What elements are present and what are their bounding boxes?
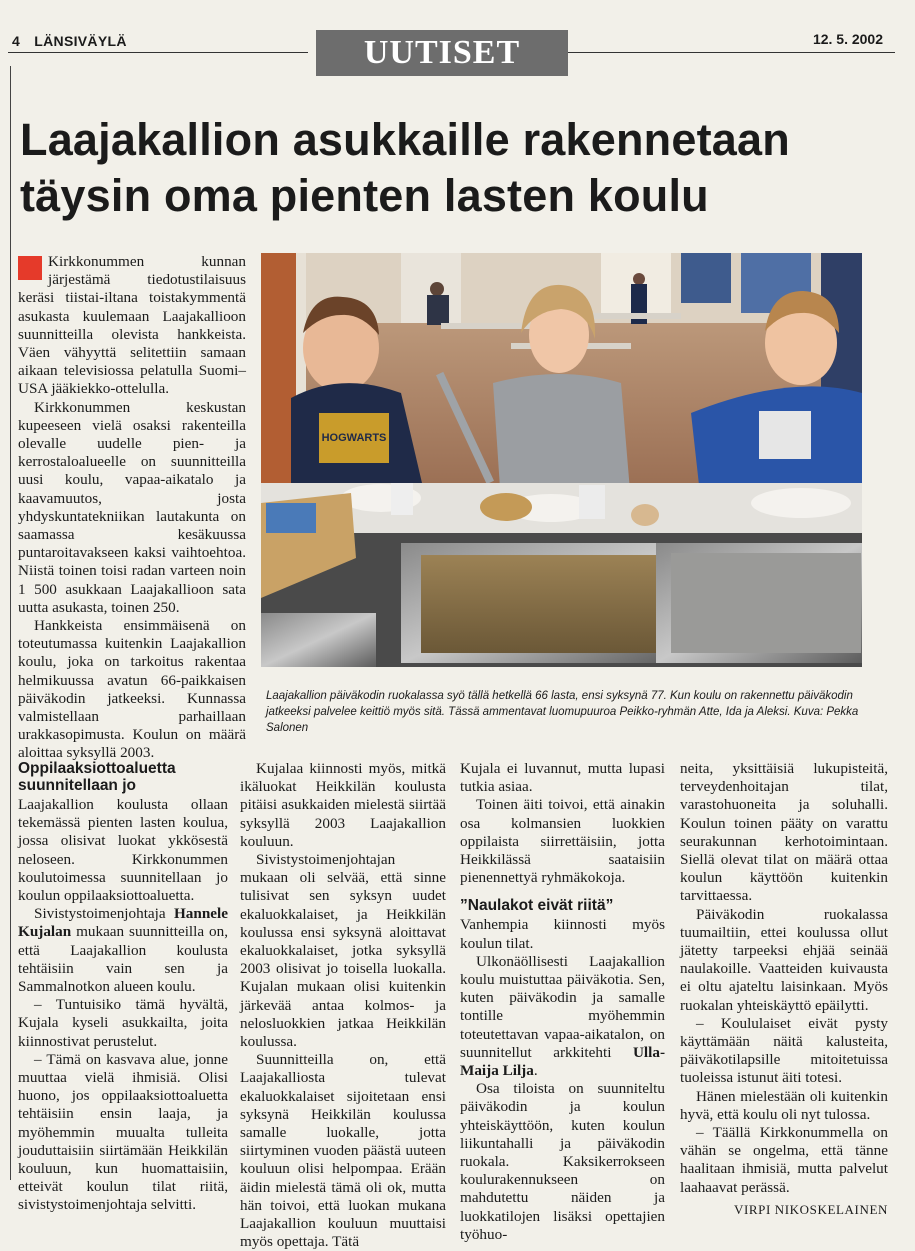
left-margin-rule <box>10 66 11 1180</box>
article-column-2 <box>240 760 446 1251</box>
author-byline: VIRPI NIKOSKELAINEN <box>733 1201 888 1217</box>
col3-paragraph-3: Vanhempia kiinnosti myös koulun tilat. <box>460 916 665 952</box>
header-rule-right <box>568 52 895 53</box>
news-photo <box>261 253 862 667</box>
issue-date: 12. 5. 2002 <box>812 31 883 47</box>
lead-paragraph-1: Kirkkonummen kunnan järjestämä tiedotustilaisuus keräsi tiistai-iltana toistakymmentä asukasta kuulemaan Laajakallioon suunnitteilla olevista hankkeista. Väen vähyyttä selitettiin samaan aikaan televisiossa pelatulla Suomi–USA jääkiekko-ottelulla. <box>18 253 246 398</box>
section-label: UUTISET <box>316 30 568 76</box>
subheading-oppilaaksiottoalue: Oppilaaksiottoaluetta suunnitellaan jo <box>18 760 176 794</box>
page-number: 4 <box>12 33 21 49</box>
header-rule-left <box>8 52 308 53</box>
col3-paragraph-5: Osa tiloista on suunniteltu päiväkodin ja koulun yhteiskäyttöön, kuten koulun liikuntahalli ja päiväkodin ruokala. Kaksikerrokseen koulurakennukseen on mahdutettu näiden ja luokkatilojen lisäksi opettajien työhuo- <box>460 1080 665 1243</box>
person-name-lilja: Ulla-Maija Lilja <box>460 1043 665 1080</box>
col3-paragraph-2: Toinen äiti toivoi, että ainakin osa kolmansien luokkien oppilaista siirrettäisiin, jotta Heikkilässä saataisiin pienennettyä ryhmäkokoja. <box>460 796 665 887</box>
col3-p4-start: Ulkonäöllisesti Laajakallion koulu muistuttaa päiväkotia. Sen, kuten päiväkodin ja samalle tontille myöhemmin toteutettavan vapaa-aikatalon, on suunnitellut arkkitehti <box>460 952 665 1061</box>
col4-paragraph-3: – Koululaiset eivät pysty käyttämään näitä kalusteita, päiväkotilapsille mitoitetuissa tuoleissa istunut äiti totesi. <box>680 1014 888 1087</box>
article-column-1 <box>18 760 228 1215</box>
header-left <box>12 33 137 49</box>
col4-paragraph-1: neita, yksittäisiä lukupisteitä, terveydenhoitajan tilat, varastohuoneita ja soluhalli. Koulun toinen pääty on varattu seurakunnan kerhotoimintaan. Siellä olevat tilat on määrä ottaa koulun käyttöön kuitenkin tarvittaessa. <box>680 760 888 905</box>
col1-paragraph-3: – Tuntuisiko tämä hyvältä, Kujala kyseli asukkailta, joita kiinnostivat perustelut. <box>18 996 228 1050</box>
caption-text: Laajakallion päiväkodin ruokalassa syö tällä hetkellä 66 lasta, ensi syksynä 77. Kun koulu on rakennettu päiväkodin jatkeeksi palvelee keittiö myös sitä. Tässä ammentavat luomupuuroa Peikko-ryhmän Atte, Ida ja Aleksi. <box>266 690 853 718</box>
col1-paragraph-4: – Tämä on kasvava alue, jonne muuttaa vielä ihmisiä. Olisi huono, jos oppilaaksiottoaluetta tehtäisiin ensin laaja, ja myöhemmin muualta tulleita jouduttaisiin siirtämään Heikkilän kouluun, kun huomattaisiin, etteivät koulun tilat riitä, sivistystoimenjohtaja selvitti. <box>18 1050 228 1214</box>
col3-p4-end: . <box>533 1062 538 1080</box>
col1-p2-end: mukaan suunnitteilla on, että Laajakallion koulusta tehtäisiin vain sen ja Sammalnotkon alueen koulu. <box>18 923 228 996</box>
article-column-3 <box>460 760 665 1244</box>
col2-paragraph-2: Sivistystoimenjohtajan mukaan oli selvää, että sinne tulisivat sen syksyn uudet ekaluokkalaiset, ja Heikkilän koulussa ensi syksynä aloittavat ekaluokkalaiset, jotka syksyllä 2003 olisivat jo toisella luokalla. Kujalan mukaan olisi kuitenkin järkevää antaa kolmos- ja nelosluokkien jatkaa Heikkilän koulussa. <box>240 851 446 1051</box>
photo-caption <box>266 688 872 736</box>
article-column-4 <box>680 760 888 1219</box>
lead-paragraph-2: Kirkkonummen keskustan kupeeseen vielä osaksi rakenteilla olevalle uudelle pien- ja kerrostaloalueelle on suunnitteilla uusi koulu, vapaa-aikatalo ja kaavamuutos, josta yhdyskuntatekniikan lautakunta on saamassa kesäkuussa puntaroitavakseen kaksi vaihtoehtoa. Niistä toinen toisi radan varteen noin 1 500 asukkaan Laajakallioon sata uutta asukasta, toinen 250. <box>18 398 246 616</box>
col1-paragraph-1: Laajakallion koulusta ollaan tekemässä pienten lasten koulua, jossa olisivat luokat ykkösestä neloseen. Kirkkonummen koulutoimessa suunnitellaan jo koulun oppilaaksiottoaluetta. <box>18 796 228 905</box>
col4-paragraph-4: Hänen mielestään oli kuitenkin hyvä, että koulu oli nyt tulossa. <box>680 1087 888 1123</box>
col2-paragraph-3: Suunnitteilla on, että Laajakalliosta tulevat ekaluokkalaiset sijoitetaan ensi syksynä Heikkilän koulussa samalle luokalle, jotta siirtyminen vuoden päästä uuteen kouluun olisi helpompaa. Erään äidin mielestä tämä oli ok, mutta hän toivoi, että luokan mukana Laajakallion kouluun muuttaisi myös opettaja. Tätä <box>240 1051 446 1251</box>
col4-paragraph-2: Päiväkodin ruokalassa tuumailtiin, ettei koulussa ollut jätetty tarpeeksi ehjää seinää naulakoille. Vaatteiden kuivausta ei oltu ajateltu laisinkaan. Myös ruokalan yhteiskäyttö epäilytti. <box>680 905 888 1014</box>
photo-credit: Kuva: Pekka Salonen <box>266 706 859 734</box>
col4-paragraph-5: – Täällä Kirkkonummella on vähän se ongelma, että tänne haalitaan ihmisiä, mutta palvelut laahaavat perässä. <box>680 1124 888 1196</box>
col1-p2-start: Sivistystoimenjohtaja <box>34 905 174 923</box>
lead-paragraph-3: Hankkeista ensimmäisenä on toteutumassa kuitenkin Laajakallion koulu, joka on tarkoitus rakentaa helmikuussa avatun 66-paikkaisen päiväkodin jatkeeksi. Kunnassa valmistellaan parhaillaan urakkasopimusta. Koulun on määrä aloittaa syksyllä 2003. <box>18 617 246 762</box>
sweatshirt-print: HOGWARTS <box>321 432 387 444</box>
red-square-marker <box>18 256 42 280</box>
photo-illustration <box>261 253 862 667</box>
subheading-naulakot: ”Naulakot eivät riitä” <box>460 897 614 915</box>
publication-name: LÄNSIVÄYLÄ <box>34 33 127 49</box>
col3-paragraph-1: Kujala ei luvannut, mutta lupasi tutkia asiaa. <box>460 760 665 796</box>
lead-column <box>18 253 246 763</box>
headline: Laajakallion asukkaille rakennetaan täysin oma pienten lasten koulu <box>20 114 790 221</box>
col3-paragraph-4 <box>460 953 665 1080</box>
page-header <box>0 0 915 71</box>
col2-paragraph-1: Kujalaa kiinnosti myös, mitkä ikäluokat Heikkilän koulusta pitäisi asukkaiden mielestä siirtää syksyllä 2003 Laajakallion kouluun. <box>240 760 446 850</box>
col1-paragraph-2 <box>18 905 228 996</box>
person-name-kujala: Hannele Kujalan <box>18 905 228 941</box>
